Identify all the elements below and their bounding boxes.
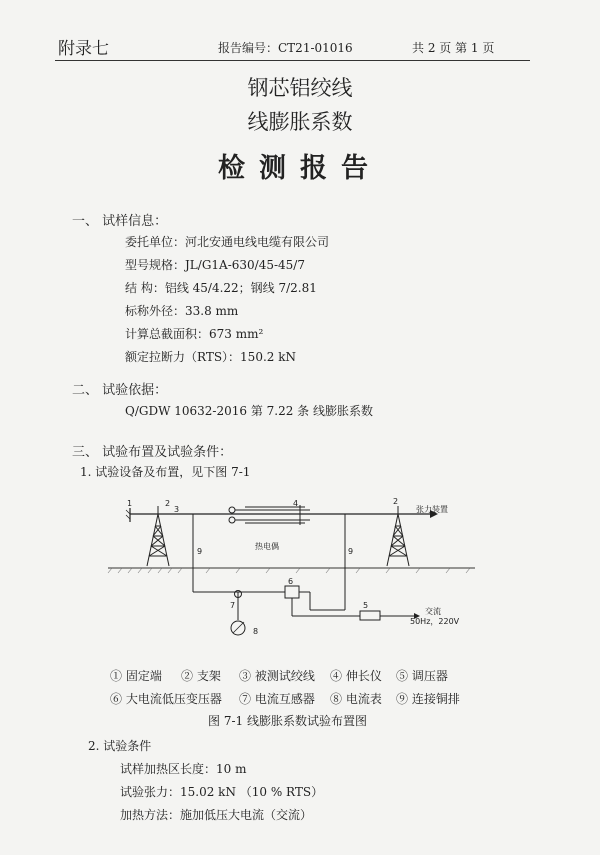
- label-n7: 7: [230, 601, 236, 610]
- subsection-conditions: 2. 试验条件: [88, 739, 152, 753]
- legend-item: ⑤ 调压器: [396, 669, 448, 683]
- sample-info-item: 型号规格：JL/G1A-630/45-45/7: [125, 258, 305, 272]
- label-ac-spec: 50Hz，220V: [410, 617, 460, 626]
- legend-item: ④ 伸长仪: [330, 669, 382, 683]
- label-n5: 5: [363, 601, 369, 610]
- support-tower-right: [387, 506, 409, 566]
- standard-reference: Q/GDW 10632-2016 第 7.22 条 线膨胀系数: [125, 404, 373, 418]
- legend-item: ⑨ 连接铜排: [396, 692, 460, 706]
- label-n2-left: 2: [165, 499, 171, 508]
- section-1-heading: 一、 试样信息：: [72, 214, 168, 229]
- sample-info-item: 结 构：铝线 45/4.22；钢线 7/2.81: [125, 281, 317, 295]
- page-count: 共 2 页 第 1 页: [412, 41, 495, 55]
- voltage-regulator: [360, 611, 380, 620]
- condition-item: 加热方法：施加低压大电流（交流）: [120, 808, 313, 822]
- label-n8: 8: [253, 627, 259, 636]
- section-2-heading: 二、 试验依据：: [72, 383, 168, 398]
- label-n4: 4: [293, 499, 299, 508]
- label-tension-device: 张力装置: [416, 505, 448, 514]
- legend-item: ⑥ 大电流低压变压器: [110, 692, 222, 706]
- label-thermocouple: 热电偶: [255, 542, 279, 551]
- subsection-equipment: 1. 试验设备及布置，见下图 7-1: [80, 465, 251, 479]
- sample-info-item: 计算总截面积：673 mm²: [125, 327, 264, 341]
- report-title: 检测报告: [218, 153, 382, 184]
- legend-item: ② 支架: [181, 669, 221, 683]
- legend-item: ③ 被测试绞线: [239, 669, 315, 683]
- sample-info-item: 标称外径：33.8 mm: [125, 304, 239, 318]
- figure-caption: 图 7-1 线膨胀系数试验布置图: [208, 714, 367, 728]
- legend-item: ⑧ 电流表: [330, 692, 382, 706]
- support-tower-left: [147, 506, 169, 566]
- sample-info-item: 委托单位：河北安通电线电缆有限公司: [125, 235, 330, 249]
- label-n2-right: 2: [393, 497, 399, 506]
- label-n9-right: 9: [348, 547, 354, 556]
- condition-item: 试验张力：15.02 kN （10 % RTS）: [120, 785, 324, 799]
- title-line-2: 线膨胀系数: [247, 110, 353, 134]
- section-3-heading: 三、 试验布置及试验条件：: [72, 445, 233, 460]
- transformer-box: [285, 586, 299, 598]
- label-n6: 6: [288, 577, 294, 586]
- title-line-1: 钢芯铝绞线: [247, 76, 353, 100]
- label-ac: 交流: [425, 607, 441, 616]
- sample-info-item: 额定拉断力（RTS）：150.2 kN: [125, 350, 296, 364]
- condition-item: 试样加热区长度：10 m: [120, 762, 247, 776]
- label-n3: 3: [174, 505, 180, 514]
- appendix-label: 附录七: [58, 39, 109, 59]
- label-n1: 1: [127, 499, 133, 508]
- report-number: 报告编号：CT21-01016: [218, 41, 353, 55]
- legend-item: ① 固定端: [110, 669, 162, 683]
- extensometer: [229, 505, 310, 525]
- legend-item: ⑦ 电流互感器: [239, 692, 315, 706]
- label-n9-left: 9: [197, 547, 203, 556]
